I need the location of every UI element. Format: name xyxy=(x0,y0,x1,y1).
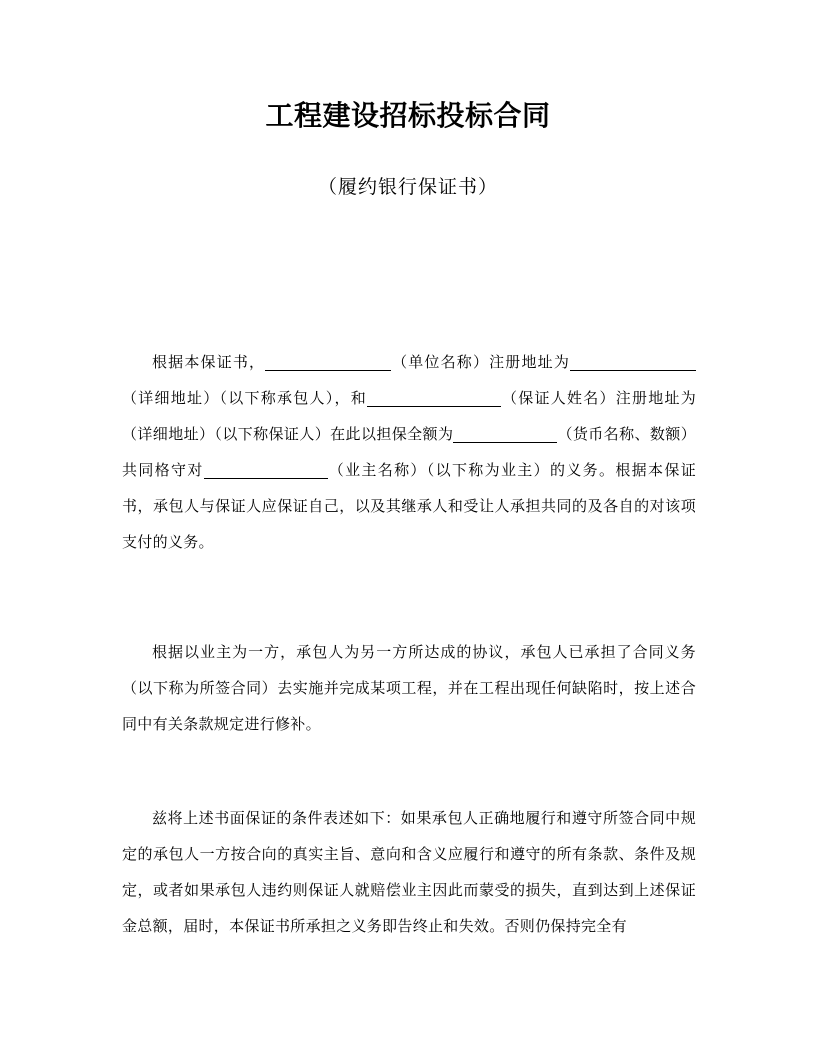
paragraph-2-text: 根据以业主为一方，承包人为另一方所达成的协议，承包人已承担了合同义务（以下称为所签合同）去实施并完成某项工程，并在工程出现任何缺陷时，按上述合同中有关条款规定进行修补。 xyxy=(122,643,696,733)
paragraph-3-text: 兹将上述书面保证的条件表述如下：如果承包人正确地履行和遵守所签合同中规定的承包人一方按合向的真实主旨、意向和含义应履行和遵守的所有条款、条件及规定，或者如果承包人违约则保证人就赔偿业主因此而蒙受的损失，直到达到上述保证金总额，届时，本保证书所承担之义务即告终止和失效。否则仍保持完全有 xyxy=(122,809,696,935)
paragraph-1-text-1: 根据本保证书， xyxy=(152,353,266,371)
blank-currency-amount[interactable] xyxy=(453,424,557,443)
blank-contractor-address[interactable] xyxy=(570,352,696,371)
paragraph-3 xyxy=(122,800,696,944)
paragraph-1-text-3: （详细地址）（以下称承包人），和 xyxy=(122,389,367,407)
blank-guarantor-name[interactable] xyxy=(367,388,501,407)
paragraph-1-text-6: （业主名称）（以下称为业主）的义务。根据本保证书，承包人与保证人应保证自己，以及其继承人和受让人承担共同的及各自的对该项支付的义务。 xyxy=(122,461,696,551)
paragraph-1-text-5: （货币名称、数额）共同格守对 xyxy=(122,425,697,479)
paragraph-1 xyxy=(122,344,696,560)
paragraph-1-text-4: （保证人姓名）注册地址为（详细地址）（以下称保证人）在此以担保全额为 xyxy=(122,389,696,443)
blank-owner-name[interactable] xyxy=(204,460,328,479)
document-title: 工程建设招标投标合同 xyxy=(265,99,551,132)
document-subtitle: （履约银行保证书） xyxy=(317,176,498,198)
paragraph-2 xyxy=(122,634,696,742)
blank-unit-name[interactable] xyxy=(265,352,391,371)
paragraph-1-text-2: （单位名称）注册地址为 xyxy=(391,353,570,371)
